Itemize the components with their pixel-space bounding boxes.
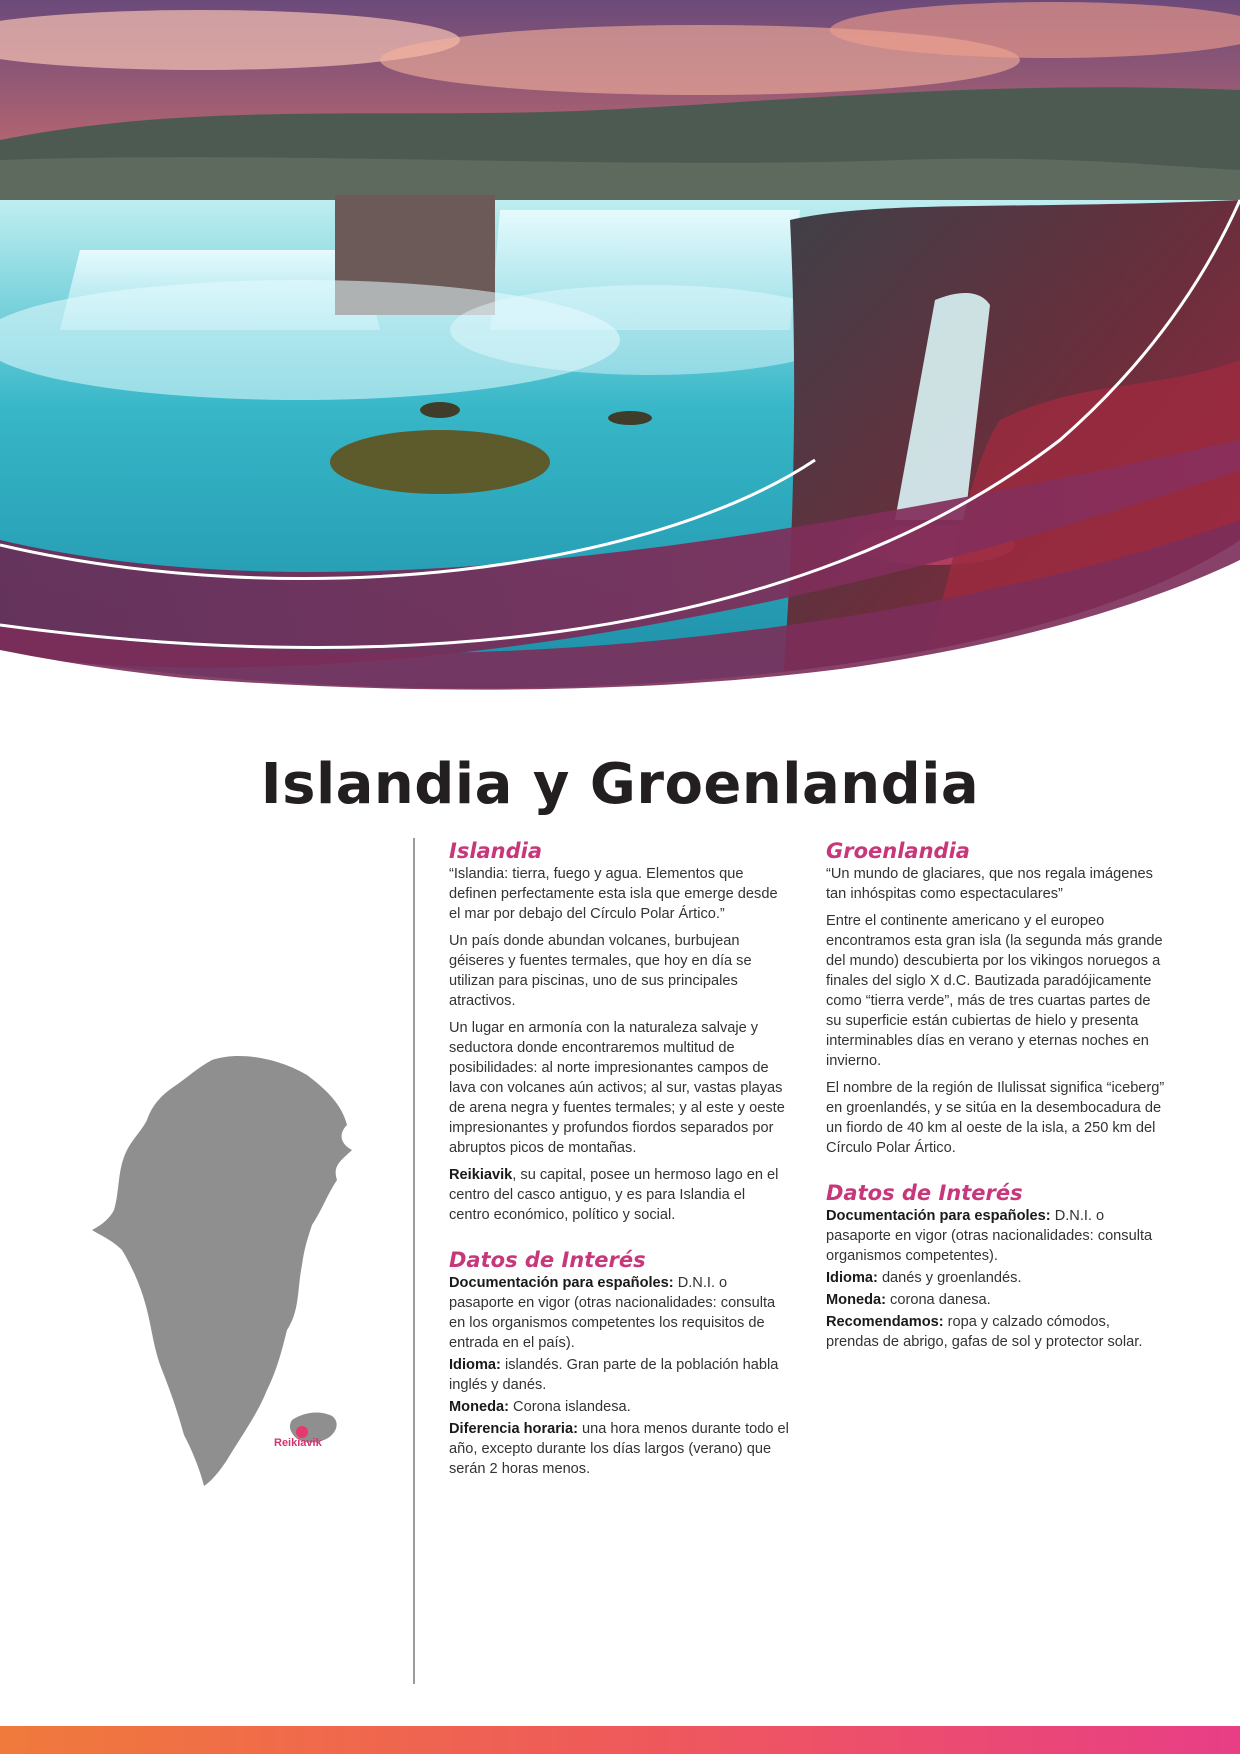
idioma-text: islandés. Gran parte de la población habla inglés y danés. (449, 1357, 779, 1393)
doc-text: D.N.I. o pasaporte en vigor (otras nacionalidades: consulta en los organismos competentes los requisitos de entrada en el país). (449, 1275, 776, 1351)
groenlandia-moneda-fact (826, 1290, 1166, 1310)
page-title: Islandia y Groenlandia (260, 752, 980, 817)
islandia-paragraph-2: Un lugar en armonía con la naturaleza salvaje y seductora donde encontraremos multitud de posibilidades: al norte impresionantes campos de lava con volcanes aún activos; al sur, vastas playas de arena negra y fuentes termales; y al este y oeste impresionantes y profundos fiordos separados por abruptos picos de montañas. (449, 1020, 785, 1156)
islandia-datos-heading: Datos de Interés (449, 1248, 646, 1272)
groenlandia-column (826, 838, 1166, 1354)
islandia-idioma-fact (449, 1355, 789, 1395)
groenlandia-datos-heading: Datos de Interés (826, 1181, 1023, 1205)
idioma-text: danés y groenlandés. (877, 1270, 1022, 1286)
islandia-moneda-fact (449, 1397, 789, 1417)
groenlandia-doc-fact (826, 1206, 1166, 1266)
hero-image (0, 0, 1240, 720)
doc-text: D.N.I. o pasaporte en vigor (otras nacionalidades: consulta organismos competentes). (826, 1208, 1153, 1264)
moneda-text: corona danesa. (886, 1292, 991, 1308)
reikiavik-text: , su capital, posee un hermoso lago en el centro del casco antiguo, y es para Islandia el centro económico, político y social. (449, 1167, 779, 1223)
idioma-label: Idioma: (826, 1270, 878, 1286)
recomendamos-text: ropa y calzado cómodos, prendas de abrigo, gafas de sol y protector solar. (826, 1314, 1143, 1350)
greenland-iceland-map (92, 1050, 392, 1490)
islandia-paragraph-1: Un país donde abundan volcanes, burbujean géiseres y fuentes termales, que hoy en día se utilizan para piscinas, uno de sus principales atractivos. (449, 933, 752, 1009)
column-divider (413, 838, 415, 1684)
groenlandia-paragraph-2: El nombre de la región de Ilulissat significa “iceberg” en groenlandés, y se sitúa en la desembocadura de un fiordo de 40 km al oeste de la isla, a 250 km del Círculo Polar Ártico. (826, 1080, 1165, 1156)
islandia-column (449, 838, 789, 1481)
groenlandia-recomendamos-fact (826, 1312, 1166, 1352)
groenlandia-datos-section (826, 1180, 1166, 1352)
groenlandia-idioma-fact (826, 1268, 1166, 1288)
islandia-horaria-fact (449, 1419, 789, 1479)
moneda-label: Moneda: (449, 1399, 509, 1415)
moneda-text: Corona islandesa. (509, 1399, 631, 1415)
islandia-quote: “Islandia: tierra, fuego y agua. Elementos que definen perfectamente esta isla que emerge desde el mar por debajo del Círculo Polar Ártico.” (449, 866, 778, 922)
islandia-datos-section (449, 1247, 789, 1479)
reikiavik-label: Reikiavik (449, 1167, 513, 1183)
doc-label: Documentación para españoles: (826, 1208, 1051, 1224)
horaria-label: Diferencia horaria: (449, 1421, 578, 1437)
islandia-paragraph-3 (449, 1165, 789, 1225)
groenlandia-paragraph-1: Entre el continente americano y el europeo encontramos esta gran isla (la segunda más grande del mundo) descubierta por los vikingos noruegos a finales del siglo X d.C. Bautizada paradójicamente como “tierra verde”, más de tres cuartas partes de su superficie están cubiertas de hielo y presenta interminables días en verano y eternas noches en invierno. (826, 913, 1163, 1069)
groenlandia-heading: Groenlandia (826, 839, 970, 863)
islandia-heading: Islandia (449, 839, 543, 863)
idioma-label: Idioma: (449, 1357, 501, 1373)
moneda-label: Moneda: (826, 1292, 886, 1308)
islandia-doc-fact (449, 1273, 789, 1353)
doc-label: Documentación para españoles: (449, 1275, 674, 1291)
map-label-reikiavik: Reikiavik (274, 1437, 322, 1449)
footer-gradient-bar (0, 1726, 1240, 1754)
groenlandia-quote: “Un mundo de glaciares, que nos regala imágenes tan inhóspitas como espectaculares” (826, 866, 1153, 902)
waterfall-landscape-illustration (0, 0, 1240, 720)
recomendamos-label: Recomendamos: (826, 1314, 944, 1330)
horaria-text: una hora menos durante todo el año, excepto durante los días largos (verano) que serán 2 horas menos. (449, 1421, 789, 1477)
